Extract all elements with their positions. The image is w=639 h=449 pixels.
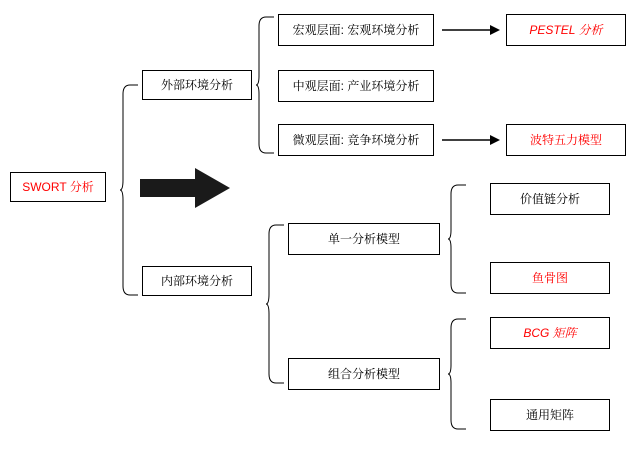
node-external-environment xyxy=(142,70,252,100)
arrow-macro-to-pestel xyxy=(442,22,500,38)
node-bcg-matrix xyxy=(490,317,610,349)
node-single-analysis-model xyxy=(288,223,440,255)
node-combined-analysis-model xyxy=(288,358,440,390)
node-label: SWORT 分析 xyxy=(22,179,94,194)
node-meso-level xyxy=(278,70,434,102)
node-label: 波特五力模型 xyxy=(529,132,602,147)
node-label: 内部环境分析 xyxy=(160,273,233,288)
node-label: 单一分析模型 xyxy=(327,231,400,246)
external-brace xyxy=(256,16,276,154)
node-label: 价值链分析 xyxy=(519,191,580,206)
node-label: 微观层面: 竞争环境分析 xyxy=(292,132,420,147)
node-label: 通用矩阵 xyxy=(525,407,574,422)
node-label: BCG 矩阵 xyxy=(523,325,577,340)
node-label: 中观层面: 产业环境分析 xyxy=(292,78,420,93)
node-label: 外部环境分析 xyxy=(160,77,233,92)
node-value-chain-analysis xyxy=(490,183,610,215)
node-micro-level xyxy=(278,124,434,156)
node-swort-analysis xyxy=(10,172,106,202)
node-label: 组合分析模型 xyxy=(327,366,400,381)
node-label: 鱼骨图 xyxy=(531,270,568,285)
node-fishbone-diagram xyxy=(490,262,610,294)
node-label: PESTEL 分析 xyxy=(529,22,603,37)
node-macro-level xyxy=(278,14,434,46)
combined-model-brace xyxy=(448,318,468,430)
node-pestel-analysis xyxy=(506,14,626,46)
arrow-micro-to-porter xyxy=(442,132,500,148)
root-brace xyxy=(120,84,140,296)
internal-brace xyxy=(266,224,286,384)
node-general-matrix xyxy=(490,399,610,431)
node-porter-five-forces xyxy=(506,124,626,156)
node-internal-environment xyxy=(142,266,252,296)
node-label: 宏观层面: 宏观环境分析 xyxy=(292,22,420,37)
single-model-brace xyxy=(448,184,468,294)
block-arrow-icon xyxy=(140,168,230,208)
